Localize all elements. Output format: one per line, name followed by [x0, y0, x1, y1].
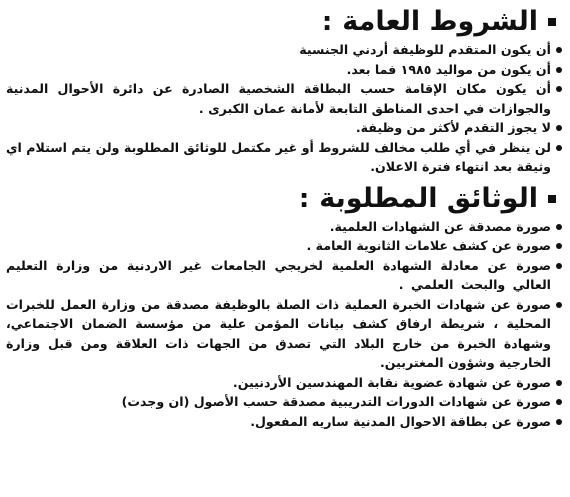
bullet-dot-icon	[556, 125, 562, 131]
general-conditions-title: الشروط العامة	[342, 6, 538, 37]
heading-square-bullet-icon	[548, 195, 556, 203]
list-item	[6, 295, 562, 373]
bullet-dot-icon	[556, 224, 562, 230]
list-item	[6, 60, 562, 80]
list-item-text: صورة عن كشف علامات الثانوية العامة .	[306, 238, 551, 253]
bullet-dot-icon	[556, 145, 562, 151]
list-item-text: لا يجوز التقدم لأكثر من وظيفة.	[355, 120, 551, 135]
general-conditions-list	[6, 40, 562, 177]
list-item	[6, 217, 562, 237]
list-item-text: صورة عن بطاقة الاحوال المدنية ساريه المفعول.	[250, 413, 551, 429]
list-item-text: صورة عن شهادة عضوية نقابة المهندسين الأردنيين.	[232, 374, 551, 390]
list-item	[6, 236, 562, 256]
general-conditions-section	[6, 4, 562, 177]
required-documents-title: الوثائق المطلوبة	[319, 182, 538, 214]
list-item	[6, 118, 562, 138]
list-item	[6, 79, 562, 118]
general-conditions-colon: :	[321, 7, 333, 37]
list-item-text: أن يكون مكان الإقامة حسب البطاقة الشخصية الصادرة عن دائرة الأحوال المدنية والجوازات في احدى المناطق التابعة لأمانة عمان الكبرى .	[6, 81, 551, 116]
bullet-dot-icon	[556, 243, 562, 249]
list-item	[6, 392, 562, 412]
bullet-dot-icon	[556, 67, 562, 73]
bullet-dot-icon	[556, 47, 562, 53]
bullet-dot-icon	[556, 302, 562, 308]
list-item-text: أن يكون المتقدم للوظيفة أردني الجنسية	[299, 42, 551, 57]
bullet-dot-icon	[556, 419, 562, 425]
list-item	[6, 373, 562, 393]
required-documents-list	[6, 217, 562, 432]
required-documents-heading	[6, 181, 556, 217]
list-item	[6, 256, 562, 295]
list-item-text: صورة عن معادلة الشهادة العلمية لخريجي الجامعات غير الاردنية من وزارة التعليم العالي والبحث العلمي .	[6, 257, 551, 292]
required-documents-section	[6, 181, 562, 432]
list-item	[6, 138, 562, 177]
bullet-dot-icon	[556, 86, 562, 92]
list-item	[6, 412, 562, 432]
heading-square-bullet-icon	[548, 18, 556, 26]
bullet-dot-icon	[556, 399, 562, 405]
required-documents-colon: :	[298, 183, 310, 214]
general-conditions-heading	[6, 4, 556, 40]
list-item-text: صورة عن شهادات الدورات التدريبية مصدقة حسب الأصول (ان وجدت)	[121, 394, 551, 409]
bullet-dot-icon	[556, 263, 562, 269]
list-item-text: صورة عن شهادات الخبرة العملية ذات الصلة بالوظيفة مصدقة من وزارة العمل للخبرات المحلية ، شريطة ارفاق كشف بيانات المؤمن علية من مؤسسة الضمان الاجتماعي، وشهادة الخبرة من خارج البلاد التي تصدق من الجهات ذات العلاقة ومن قبل وزارة الخارجية وشؤون المغتربين.	[6, 296, 551, 370]
list-item	[6, 40, 562, 60]
list-item-text: لن ينظر في أي طلب مخالف للشروط أو غير مكتمل للوثائق المطلوبة ولن يتم استلام اي وثيقة بعد انتهاء فترة الاعلان.	[6, 139, 551, 174]
bullet-dot-icon	[556, 380, 562, 386]
list-item-text: أن يكون من مواليد ١٩٨٥ فما بعد.	[346, 61, 551, 77]
list-item-text: صورة مصدقة عن الشهادات العلمية.	[329, 218, 551, 234]
